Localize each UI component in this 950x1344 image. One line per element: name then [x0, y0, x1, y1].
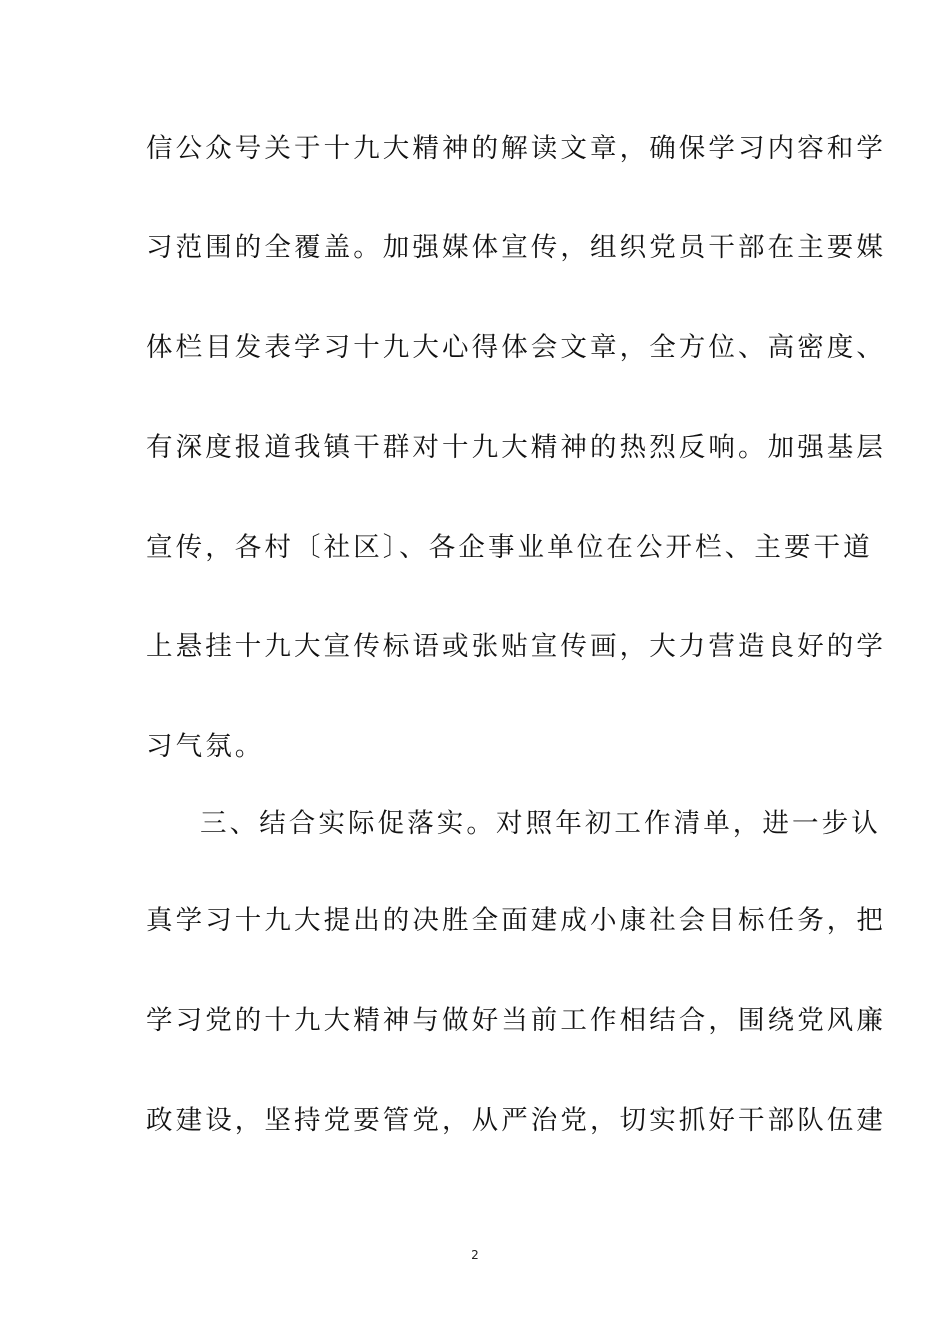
text-line: 信公众号关于十九大精神的解读文章，确保学习内容和学 — [146, 133, 886, 164]
text-line: 习气氛。 — [146, 731, 265, 762]
text-line: 政建设，坚持党要管党，从严治党，切实抓好干部队伍建 — [146, 1105, 886, 1136]
page-number: 2 — [471, 1248, 479, 1262]
text-line: 习范围的全覆盖。加强媒体宣传，组织党员干部在主要媒 — [146, 232, 886, 263]
text-line: 真学习十九大提出的决胜全面建成小康社会目标任务，把 — [146, 905, 886, 936]
text-line: 学习党的十九大精神与做好当前工作相结合，围绕党风廉 — [146, 1005, 886, 1036]
text-line: 上悬挂十九大宣传标语或张贴宣传画，大力营造良好的学 — [146, 631, 886, 662]
text-line: 有深度报道我镇干群对十九大精神的热烈反响。加强基层 — [146, 432, 886, 463]
text-line: 体栏目发表学习十九大心得体会文章，全方位、高密度、 — [146, 332, 886, 363]
text-line: 宣传，各村〔社区〕、各企事业单位在公开栏、主要干道 — [146, 532, 873, 563]
section-heading-line: 三、结合实际促落实。对照年初工作清单，进一步认 — [200, 808, 881, 839]
